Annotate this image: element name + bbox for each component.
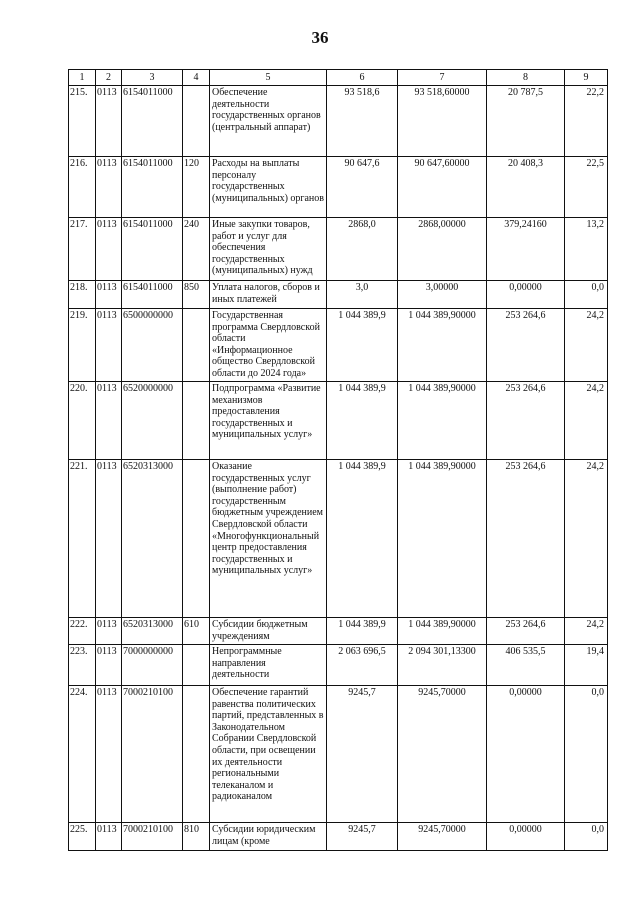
approved-amount: 9245,7: [327, 823, 398, 851]
table-row: [69, 618, 608, 645]
approved-amount: 2868,0: [327, 218, 398, 281]
expense-type: [183, 460, 210, 618]
row-number: 221.: [69, 460, 96, 618]
execution-percent: 13,2: [565, 218, 608, 281]
approved-amount: 93 518,6: [327, 86, 398, 157]
page-number: 36: [311, 28, 329, 47]
header-cell: 3: [122, 70, 183, 86]
executed-amount: 253 264,6: [487, 382, 565, 460]
section-code: 0113: [96, 823, 122, 851]
executed-amount: 253 264,6: [487, 618, 565, 645]
section-code: 0113: [96, 618, 122, 645]
section-code: 0113: [96, 686, 122, 823]
target-code: 7000210100: [122, 686, 183, 823]
executed-amount: 0,00000: [487, 686, 565, 823]
table-row: [69, 686, 608, 823]
table-row: [69, 281, 608, 309]
table-row: [69, 645, 608, 686]
item-name: Обеспечение гарантий равенства политических партий, представленных в Законодательном Собрании Свердловской области, при освещении их деятельности региональными телеканалом и радиоканалом: [210, 686, 327, 823]
header-cell: 6: [327, 70, 398, 86]
approved-amount: 1 044 389,9: [327, 382, 398, 460]
header-cell: 2: [96, 70, 122, 86]
execution-percent: 24,2: [565, 382, 608, 460]
execution-percent: 0,0: [565, 686, 608, 823]
row-number: 216.: [69, 157, 96, 218]
approved-amount: 2 063 696,5: [327, 645, 398, 686]
header-cell: 1: [69, 70, 96, 86]
expense-type: [183, 645, 210, 686]
row-number: 222.: [69, 618, 96, 645]
executed-amount: 0,00000: [487, 281, 565, 309]
execution-percent: 24,2: [565, 309, 608, 382]
section-code: 0113: [96, 157, 122, 218]
row-number: 223.: [69, 645, 96, 686]
item-name: Расходы на выплаты персоналу государственных (муниципальных) органов: [210, 157, 327, 218]
section-code: 0113: [96, 382, 122, 460]
refined-amount: 2 094 301,13300: [398, 645, 487, 686]
executed-amount: 253 264,6: [487, 309, 565, 382]
expense-type: [183, 686, 210, 823]
execution-percent: 24,2: [565, 460, 608, 618]
item-name: Оказание государственных услуг (выполнение работ) государственным бюджетным учреждением Свердловской области «Многофункциональный центр предоставления государственных и муниципальных услуг»: [210, 460, 327, 618]
row-number: 220.: [69, 382, 96, 460]
approved-amount: 9245,7: [327, 686, 398, 823]
target-code: 7000210100: [122, 823, 183, 851]
refined-amount: 93 518,60000: [398, 86, 487, 157]
executed-amount: 20 787,5: [487, 86, 565, 157]
table-row: [69, 218, 608, 281]
header-cell: 5: [210, 70, 327, 86]
expense-type: [183, 382, 210, 460]
row-number: 217.: [69, 218, 96, 281]
section-code: 0113: [96, 460, 122, 618]
item-name: Субсидии бюджетным учреждениям: [210, 618, 327, 645]
target-code: 6500000000: [122, 309, 183, 382]
refined-amount: 9245,70000: [398, 686, 487, 823]
table-row: [69, 460, 608, 618]
expense-type: [183, 86, 210, 157]
expense-type: 850: [183, 281, 210, 309]
expense-type: 120: [183, 157, 210, 218]
row-number: 219.: [69, 309, 96, 382]
expense-type: [183, 309, 210, 382]
target-code: 6520313000: [122, 618, 183, 645]
budget-table: [68, 69, 608, 851]
approved-amount: 90 647,6: [327, 157, 398, 218]
executed-amount: 406 535,5: [487, 645, 565, 686]
table-header-row: [69, 70, 608, 86]
header-cell: 8: [487, 70, 565, 86]
target-code: 6520313000: [122, 460, 183, 618]
header-cell: 7: [398, 70, 487, 86]
item-name: Иные закупки товаров, работ и услуг для обеспечения государственных (муниципальных) нужд: [210, 218, 327, 281]
expense-type: 810: [183, 823, 210, 851]
refined-amount: 1 044 389,90000: [398, 460, 487, 618]
item-name: Подпрограмма «Развитие механизмов предоставления государственных и муниципальных услуг»: [210, 382, 327, 460]
execution-percent: 0,0: [565, 281, 608, 309]
target-code: 7000000000: [122, 645, 183, 686]
table-row: [69, 382, 608, 460]
section-code: 0113: [96, 86, 122, 157]
target-code: 6154011000: [122, 281, 183, 309]
execution-percent: 22,2: [565, 86, 608, 157]
executed-amount: 253 264,6: [487, 460, 565, 618]
item-name: Обеспечение деятельности государственных органов (центральный аппарат): [210, 86, 327, 157]
approved-amount: 1 044 389,9: [327, 618, 398, 645]
approved-amount: 3,0: [327, 281, 398, 309]
item-name: Непрограммные направления деятельности: [210, 645, 327, 686]
executed-amount: 379,24160: [487, 218, 565, 281]
refined-amount: 1 044 389,90000: [398, 382, 487, 460]
item-name: Уплата налогов, сборов и иных платежей: [210, 281, 327, 309]
expense-type: 610: [183, 618, 210, 645]
refined-amount: 2868,00000: [398, 218, 487, 281]
refined-amount: 9245,70000: [398, 823, 487, 851]
item-name: Субсидии юридическим лицам (кроме: [210, 823, 327, 851]
expense-type: 240: [183, 218, 210, 281]
section-code: 0113: [96, 218, 122, 281]
target-code: 6154011000: [122, 218, 183, 281]
table-row: [69, 309, 608, 382]
table-row: [69, 823, 608, 851]
approved-amount: 1 044 389,9: [327, 460, 398, 618]
refined-amount: 1 044 389,90000: [398, 309, 487, 382]
section-code: 0113: [96, 309, 122, 382]
execution-percent: 22,5: [565, 157, 608, 218]
header-cell: 4: [183, 70, 210, 86]
table-row: [69, 157, 608, 218]
execution-percent: 0,0: [565, 823, 608, 851]
target-code: 6154011000: [122, 86, 183, 157]
item-name: Государственная программа Свердловской области «Информационное общество Свердловской области до 2024 года»: [210, 309, 327, 382]
execution-percent: 24,2: [565, 618, 608, 645]
execution-percent: 19,4: [565, 645, 608, 686]
executed-amount: 20 408,3: [487, 157, 565, 218]
section-code: 0113: [96, 281, 122, 309]
section-code: 0113: [96, 645, 122, 686]
row-number: 218.: [69, 281, 96, 309]
row-number: 225.: [69, 823, 96, 851]
table-row: [69, 86, 608, 157]
row-number: 215.: [69, 86, 96, 157]
target-code: 6154011000: [122, 157, 183, 218]
header-cell: 9: [565, 70, 608, 86]
refined-amount: 90 647,60000: [398, 157, 487, 218]
executed-amount: 0,00000: [487, 823, 565, 851]
refined-amount: 3,00000: [398, 281, 487, 309]
approved-amount: 1 044 389,9: [327, 309, 398, 382]
row-number: 224.: [69, 686, 96, 823]
refined-amount: 1 044 389,90000: [398, 618, 487, 645]
target-code: 6520000000: [122, 382, 183, 460]
